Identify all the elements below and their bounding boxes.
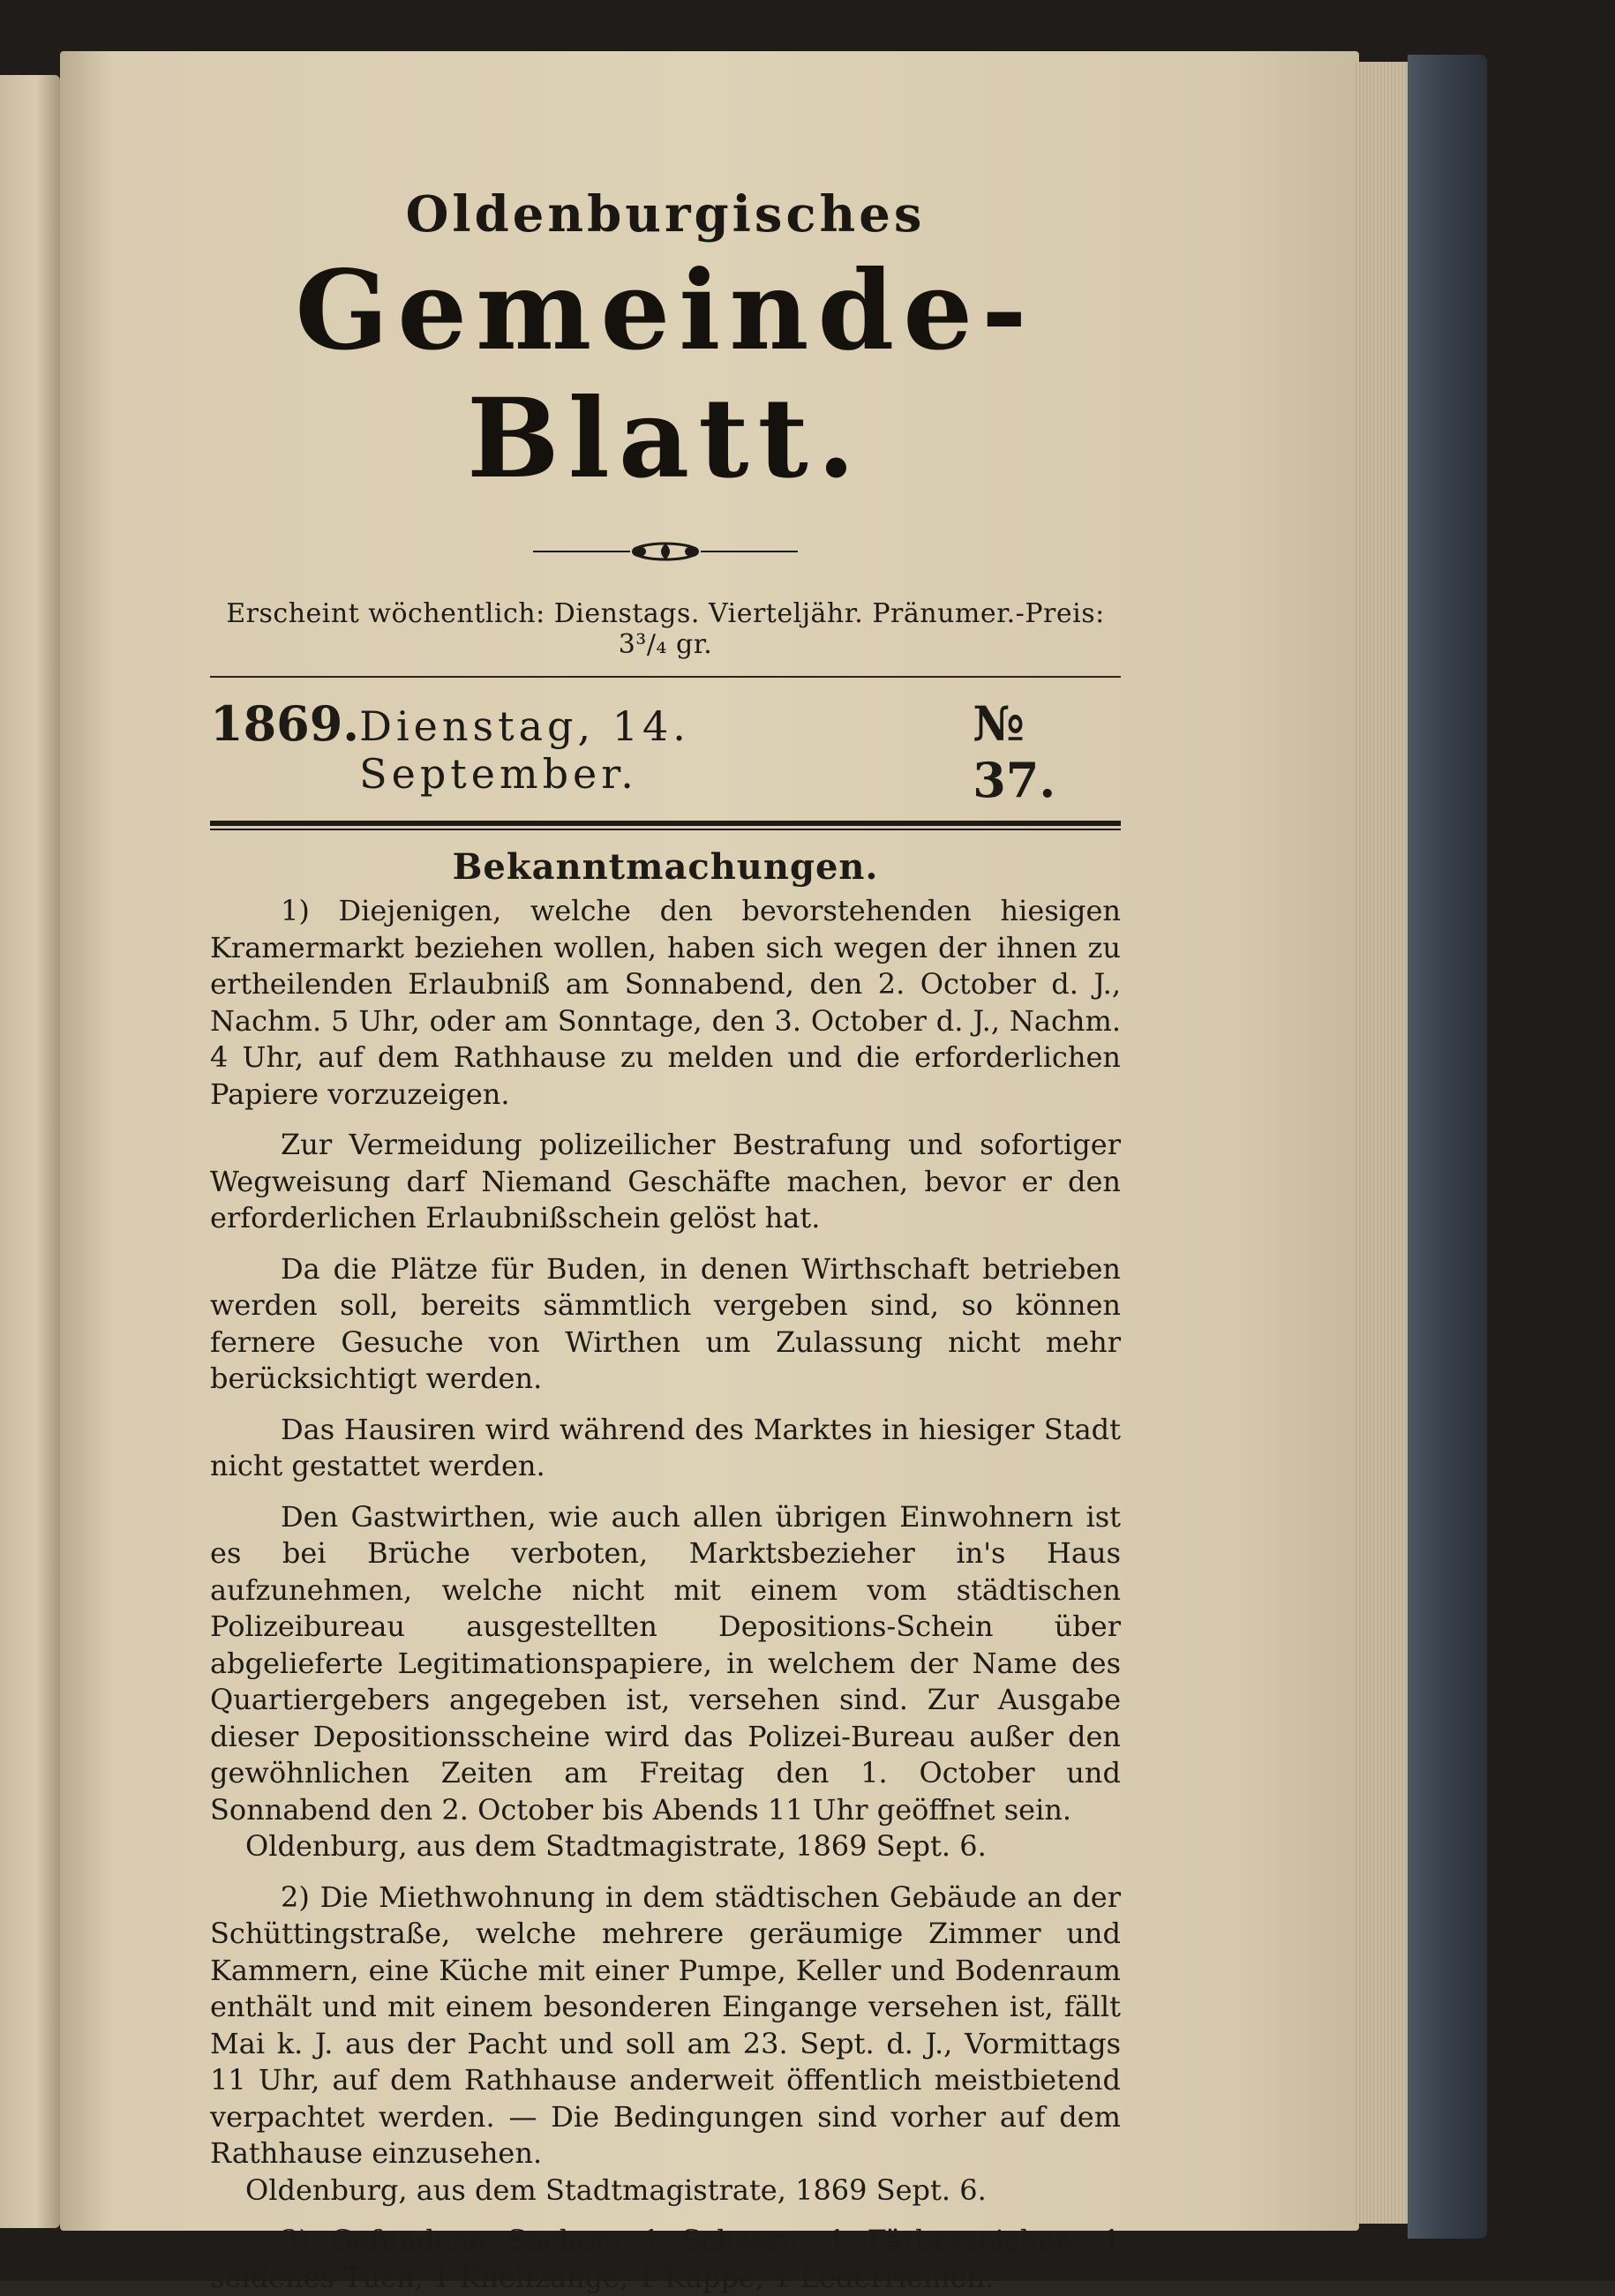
issue-number: № 37. — [973, 695, 1056, 808]
notice-1-innkeepers-paragraph: Den Gastwirthen, wie auch allen übrigen Einwohnern ist es bei Brüche verboten, Marktsbezieher in's Haus aufzunehmen, welche nicht mit einem vom städtischen Polizeibureau ausgestellten Depositions-Schein über abgelieferte Legitimationspapiere, in welchem der Name des Quartiergebers angegeben ist, versehen sind. Zur Ausgabe dieser Depositionsscheine wird das Polizei-Bureau außer den gewöhnlichen Zeiten am Freitag den 1. October und Sonnabend den 2. October bis Abends 11 Uhr geöffnet sein. — [210, 1499, 1121, 1827]
facing-page-edge — [0, 75, 60, 2228]
double-rule-top — [210, 821, 1121, 826]
dateline — [210, 695, 1121, 808]
page-content — [210, 159, 1121, 2296]
notice-1-signature: Oldenburg, aus dem Stadtmagistrate, 1869 Sept. 6. — [245, 1829, 987, 1863]
double-rule-bottom — [210, 829, 1121, 830]
notice-2-paragraph: 2) Die Miethwohnung in dem städtischen Gebäude an der Schüttingstraße, welche mehrere geräumige Zimmer und Kammern, eine Küche mit einer Pumpe, Keller und Bodenraum enthält und mit einem besonderen Eingange versehen ist, fällt Mai k. J. aus der Pacht und soll am 23. Sept. d. J., Vormittags 11 Uhr, auf dem Rathhause anderweit öffentlich meistbietend verpachtet werden. — Die Bedingungen sind vorher auf dem Rathhause einzusehen. — [210, 1880, 1121, 2170]
notice-3-paragraph: 3) Gefundene Sachen: 1 Scheere, 1 Färberzeichen, 1 seidenes Tuch, 1 Kneifzange, 1 Kappe, 1 Lederriemen. — [210, 2224, 1121, 2294]
notice-1-peddling-paragraph: Das Hausiren wird während des Marktes in hiesiger Stadt nicht gestattet werden. — [210, 1412, 1121, 1482]
masthead-big-title: Gemeinde-Blatt. — [295, 247, 1036, 503]
section-heading: Bekanntmachungen. — [452, 846, 879, 888]
book-cover — [1408, 55, 1487, 2239]
publication-info: Erscheint wöchentlich: Dienstags. Vierteljähr. Pränumer.-Preis: 3³/₄ gr. — [226, 598, 1105, 660]
notice-1-booths-paragraph: Da die Plätze für Buden, in denen Wirthschaft betrieben werden soll, bereits sämmtlich vergeben sind, so können fernere Gesuche von Wirthen um Zulassung nicht mehr berücksichtigt werden. — [210, 1251, 1121, 1395]
issue-year: 1869. — [210, 695, 360, 752]
masthead-small-title: Oldenburgisches — [405, 185, 926, 244]
notice-2-signature: Oldenburg, aus dem Stadtmagistrate, 1869 Sept. 6. — [245, 2172, 987, 2207]
issue-date: Dienstag, 14. September. — [359, 702, 690, 798]
notice-1-penalty-paragraph: Zur Vermeidung polizeilicher Bestrafung und sofortiger Wegweisung darf Niemand Geschäfte machen, bevor er den erforderlichen Erlaubnißschein gelöst hat. — [210, 1128, 1121, 1234]
notice-1-paragraph: 1) Diejenigen, welche den bevorstehenden hiesigen Kramermarkt beziehen wollen, haben sich wegen der ihnen zu ertheilenden Erlaubniß am Sonnabend, den 2. October d. J., Nachm. 5 Uhr, oder am Sonntage, den 3. October d. J., Nachm. 4 Uhr, auf dem Rathhause zu melden und die erforderlichen Papiere vorzuzeigen. — [210, 894, 1121, 1111]
ornament-divider-icon — [210, 538, 1121, 565]
divider — [210, 676, 1121, 678]
page-edges-stack — [1355, 62, 1408, 2224]
